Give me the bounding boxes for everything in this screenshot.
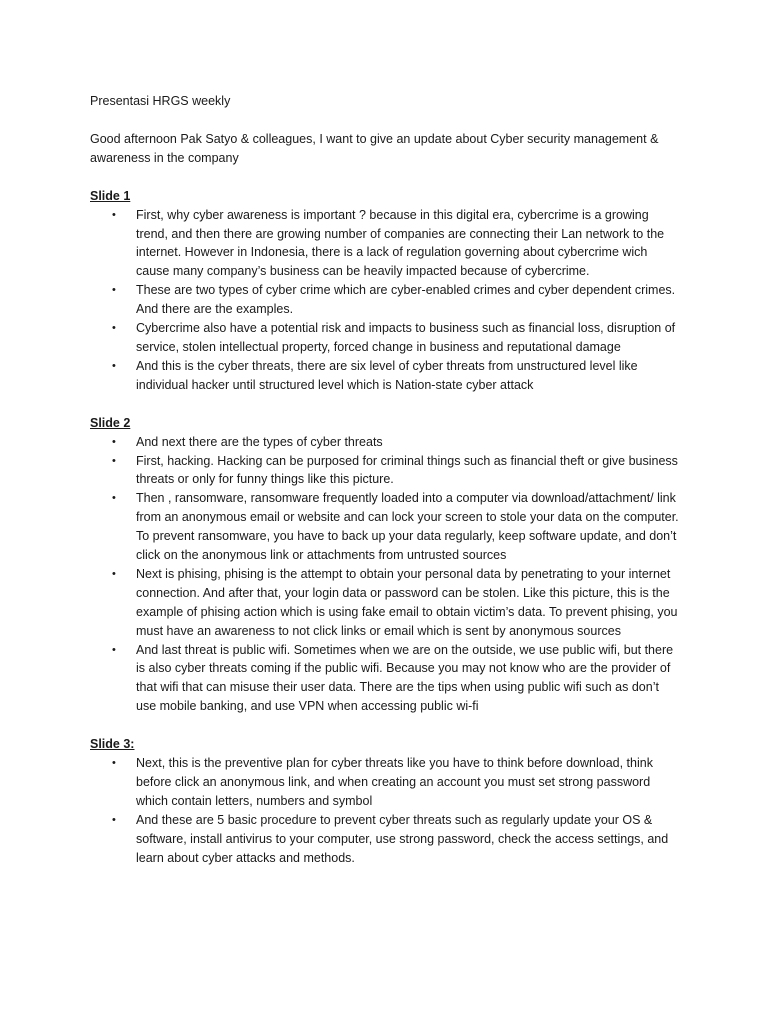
list-item-text: And these are 5 basic procedure to prevent cyber threats such as regularly update your OS & software, install antivirus to your computer, use strong password, check the access settings, and learn about cyber attacks and methods.: [136, 812, 669, 865]
section-heading: Slide 1: [90, 188, 131, 203]
document-page: [90, 92, 680, 887]
list-item: [90, 489, 680, 565]
list-item: [90, 206, 680, 282]
list-item: [90, 452, 680, 490]
bullet-icon: •: [112, 284, 116, 297]
list-item-text: Cybercrime also have a potential risk and impacts to business such as financial loss, disruption of service, stolen intellectual property, forced change in business and reputational damage: [136, 321, 676, 354]
list-item: [90, 433, 680, 452]
list-item-text: And last threat is public wifi. Sometimes when we are on the outside, we use public wifi, but there is also cyber threats coming if the public wifi. Because you may not know who are the provider of that wifi that can misuse their user data. There are the tips when using public wifi such as don’t use mobile banking, and use VPN when accessing public wi-fi: [136, 642, 674, 714]
list-item: [90, 641, 680, 717]
list-item-text: Next is phising, phising is the attempt to obtain your personal data by penetrating to your internet connection. And after that, your login data or password can be stolen. Like this picture, this is the example of phising action which is using fake email to obtain victim’s data. To prevent phising, you must have an awareness to not click links or email which is sent by anonymous sources: [136, 566, 678, 638]
section-heading: Slide 2: [90, 415, 131, 430]
bullet-icon: •: [112, 813, 116, 826]
list-item: [90, 357, 680, 395]
section-slide-2: [90, 414, 680, 717]
list-item: [90, 565, 680, 641]
list-item-text: And next there are the types of cyber threats: [136, 434, 383, 449]
list-item-text: And this is the cyber threats, there are six level of cyber threats from unstructured level like individual hacker until structured level which is Nation-state cyber attack: [136, 358, 638, 392]
list-item-text: First, hacking. Hacking can be purposed for criminal things such as financial theft or give business threats or only for funny things like this picture.: [136, 453, 678, 487]
list-item: [90, 319, 680, 357]
section-slide-1: [90, 187, 680, 395]
document-title: Presentasi HRGS weekly: [90, 94, 231, 108]
intro-paragraph: Good afternoon Pak Satyo & colleagues, I want to give an update about Cyber security management & awareness in the company: [90, 131, 659, 165]
bullet-icon: •: [112, 208, 116, 221]
list-item: [90, 281, 680, 319]
section-heading: Slide 3:: [90, 737, 135, 752]
bullet-icon: •: [112, 322, 116, 335]
list-item: [90, 754, 680, 811]
list-item: [90, 811, 680, 868]
bullet-icon: •: [112, 359, 116, 372]
bullet-icon: •: [112, 454, 116, 467]
section-slide-3: [90, 735, 680, 867]
list-item-text: First, why cyber awareness is important ? because in this digital era, cybercrime is a growing trend, and then there are growing number of companies are connecting their Lan network to the internet. However in Indonesia, there is a lack of regulation governing about cybercrime wich cause many company’s business can be heavily impacted because of cybercrime.: [136, 207, 665, 279]
bullet-icon: •: [112, 435, 116, 448]
bullet-list: [90, 433, 680, 717]
bullet-icon: •: [112, 567, 116, 580]
bullet-list: [90, 206, 680, 395]
list-item-text: These are two types of cyber crime which are cyber-enabled crimes and cyber dependent crimes. And there are the examples.: [136, 283, 676, 317]
list-item-text: Next, this is the preventive plan for cyber threats like you have to think before download, think before click an anonymous link, and when creating an account you must set strong password which contain letters, numbers and symbol: [136, 756, 653, 808]
bullet-icon: •: [112, 757, 116, 770]
list-item-text: Then , ransomware, ransomware frequently loaded into a computer via download/attachment/ link from an anonymous email or website and can lock your screen to stole your data on the computer. To prevent ransomware, you have to back up your data regularly, keep software update, and don’t click on the anonymous link or attachments from untrusted sources: [136, 491, 679, 563]
bullet-icon: •: [112, 492, 116, 505]
bullet-list: [90, 754, 680, 867]
bullet-icon: •: [112, 643, 116, 656]
